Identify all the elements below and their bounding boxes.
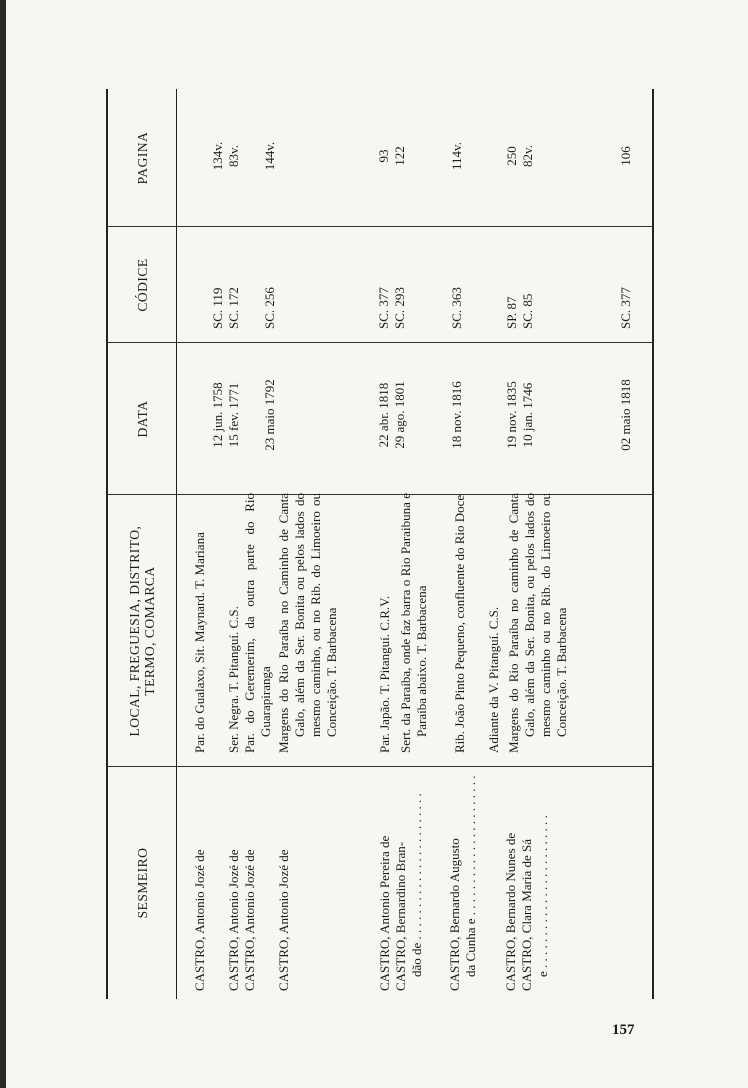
data-cell: 12 jun. 1758: [210, 382, 225, 448]
pagina-cell: 83v.: [226, 145, 241, 167]
data-cell: 10 jan. 1746: [520, 382, 535, 448]
data-cell: 29 ago. 1801: [392, 381, 407, 449]
pagina-cell: 82v.: [520, 145, 535, 167]
sesmeiro-cell-continued: da Cunha e . . . . . . . . . . . . . . . . . . . . . .: [463, 775, 478, 977]
local-cell: Par. do Geremerim, da outra parte do Rio Guarapiranga: [242, 493, 273, 753]
data-cell: 15 fev. 1771: [226, 382, 241, 448]
sesmeiro-cell: CASTRO, Clara Maria de Sá: [519, 838, 534, 991]
codice-cell: SC. 119: [210, 287, 225, 329]
sesmeiro-cell-continued: e . . . . . . . . . . . . . . . . . . . . . . . .: [535, 815, 550, 977]
sesmeiro-cell-continued: dão de . . . . . . . . . . . . . . . . . . . . . . .: [409, 793, 424, 977]
sesmeiro-cell: CASTRO, Bernardo Nunes de: [503, 832, 518, 991]
codice-cell: SC. 172: [226, 287, 241, 329]
header-codice: CÓDICE: [134, 258, 150, 312]
pagina-cell: 250: [504, 146, 519, 166]
header-sesmeiro: SESMEIRO: [134, 847, 150, 919]
local-cell: Adiante da V. Pitanguí. C.S.: [486, 606, 501, 753]
header-data: DATA: [134, 400, 150, 438]
pagina-cell: 144v.: [262, 141, 277, 171]
codice-cell: SC. 363: [449, 287, 464, 329]
page-number: 157: [612, 1022, 635, 1038]
data-cell: 19 nov. 1835: [504, 381, 519, 449]
pagina-cell: 93: [376, 149, 391, 163]
codice-cell: SC. 85: [520, 293, 535, 329]
codice-cell: SP. 87: [504, 296, 519, 329]
codice-cell: SC. 256: [262, 287, 277, 329]
local-cell: Rib. João Pinto Pequeno, confluente do Rio Doce: [452, 494, 467, 753]
sesmeiro-cell: CASTRO, Antonio Jozé de: [242, 849, 257, 991]
data-cell: 18 nov. 1816: [449, 381, 464, 449]
column-separator: [108, 342, 652, 343]
data-cell: 23 maio 1792: [262, 379, 277, 451]
header-local: [112, 495, 172, 767]
data-cell: 02 maio 1818: [618, 379, 633, 451]
sesmeiro-cell: CASTRO, Antonio Pereira de: [377, 835, 392, 991]
page-binding-edge: [0, 0, 6, 1088]
local-cell: Sert. da Paraíba, onde faz barra o Rio Paraibuna e Paraíba abaixo. T. Barbacena: [398, 493, 429, 753]
header-local-line1: LOCAL, FREGUESIA, DISTRITO,: [127, 525, 142, 737]
sesmeiro-cell: CASTRO, Bernardino Bran-: [393, 841, 408, 991]
local-cell: Ser. Negra. T. Pitanguí. C.S.: [226, 606, 241, 753]
sesmarias-table: [106, 89, 654, 999]
local-cell: Par. do Gualaxo, Sit. Maynard. T. Mariana: [192, 532, 207, 753]
header-local-line2: TERMO, COMARCA: [142, 566, 157, 696]
pagina-cell: 114v.: [449, 142, 464, 170]
local-cell: Par. Japão. T. Pitanguí. C.R.V.: [377, 595, 392, 753]
local-cell: Margens do Rio Paraíba no Caminho de Canta Galo, além da Ser. Bonita ou pelos lados do mesmo caminho, ou no Rib. do Limoeiro ou Conceição. T. Barbacena: [276, 493, 339, 753]
pagina-cell: 122: [392, 146, 407, 166]
sesmeiro-cell: CASTRO, Antonio Jozé de: [192, 849, 207, 991]
codice-cell: SC. 377: [618, 287, 633, 329]
header-pagina: PAGINA: [134, 131, 150, 185]
sesmeiro-cell: CASTRO, Antonio Jozé de: [226, 849, 241, 991]
codice-cell: SC. 293: [392, 287, 407, 329]
sesmeiro-cell: CASTRO, Bernardo Augusto: [447, 838, 462, 991]
column-separator: [108, 766, 652, 767]
data-cell: 22 abr. 1818: [376, 382, 391, 448]
rotated-table-container: [106, 89, 654, 999]
table-bottom-rule: [652, 89, 654, 999]
pagina-cell: 134v.: [210, 141, 225, 171]
column-separator: [108, 226, 652, 227]
local-cell: Margens do Rio Paraíba no caminho de Canta Galo, além da Ser. Bonita, ou pelos lados do mesmo caminho ou no Rib. do Limoeiro ou Conceição. T. Barbacena: [506, 493, 569, 753]
pagina-cell: 106: [618, 146, 633, 166]
sesmeiro-cell: CASTRO, Antonio Jozé de: [276, 849, 291, 991]
codice-cell: SC. 377: [376, 287, 391, 329]
